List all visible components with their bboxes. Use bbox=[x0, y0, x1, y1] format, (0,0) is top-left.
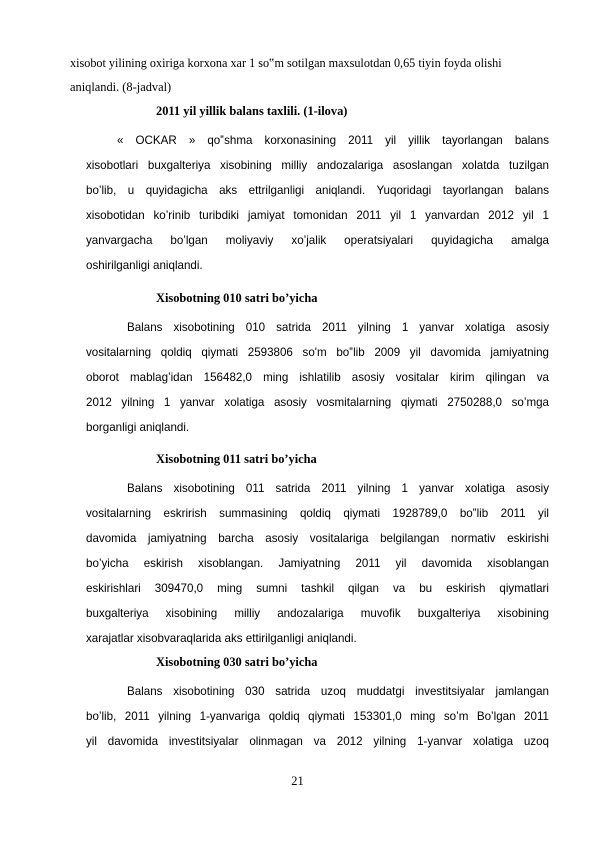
text-line: xisobotidan ko’rinib turibdiki jamiyat tomonidan 2011 yil 1 yanvardan 2012 yil 1 bbox=[86, 209, 549, 222]
text-line: oshirilganligi aniqlandi. bbox=[86, 259, 203, 272]
text-line: bo’yicha eskirish xisoblangan. Jamiyatning 2011 yil davomida xisoblangan bbox=[86, 557, 549, 570]
text-line: oborot mablag’idan 156482,0 ming ishlatilib asosiy vositalar kirim qilingan va bbox=[86, 371, 549, 384]
text-line: xisobot yilining oxiriga korxona xar 1 so‟m sotilgan maxsulotdan 0,65 tiyin foyda olishi bbox=[70, 56, 502, 70]
text-line: xisobotlari buxgalteriya xisobining milliy andozalariga asoslangan xolatda tuzilgan bbox=[86, 159, 549, 172]
text-line: yanvargacha bo’lgan moliyaviy xo’jalik operatsiyalari quyidagicha amalga bbox=[86, 234, 549, 247]
section-heading: 2011 yil yillik balans taxlili. (1-ilova) bbox=[156, 104, 348, 118]
text-line: Balans xisobotining 030 satrida uzoq muddatgi investitsiyalar jamlangan bbox=[127, 685, 549, 698]
text-line: vositalarning eskrirish summasining qoldiq qiymati 1928789,0 bo‟lib 2011 yil bbox=[86, 507, 549, 520]
page-number: 21 bbox=[291, 774, 304, 788]
section-heading: Xisobotning 010 satri bo’yicha bbox=[156, 291, 318, 305]
text-line: xarajatlar xisobvaraqlarida aks ettirilganligi aniqlandi. bbox=[86, 632, 357, 645]
section-heading: Xisobotning 030 satri bo’yicha bbox=[156, 655, 318, 669]
text-line: 2012 yilning 1 yanvar xolatiga asosiy vosmitalarning qiymati 2750288,0 so’mga bbox=[86, 396, 549, 409]
text-line: buxgalteriya xisobining milliy andozalariga muvofik buxgalteriya xisobining bbox=[86, 607, 549, 620]
text-line: Balans xisobotining 011 satrida 2011 yilning 1 yanvar xolatiga asosiy bbox=[127, 482, 549, 495]
text-line: bo’lib, 2011 yilning 1-yanvariga qoldiq qiymati 153301,0 ming so’m Bo’lgan 2011 bbox=[86, 710, 549, 723]
text-line: vositalarning qoldiq qiymati 2593806 so'm bo‟lib 2009 yil davomida jamiyatning bbox=[86, 346, 549, 359]
text-line: borganligi aniqlandi. bbox=[86, 421, 190, 434]
text-line: aniqlandi. (8-jadval) bbox=[70, 80, 172, 94]
text-line: « OCKAR » qo‟shma korxonasining 2011 yil yillik tayorlangan balans bbox=[117, 134, 549, 147]
text-line: davomida jamiyatning barcha asosiy vositalariga belgilangan normativ eskirishi bbox=[86, 532, 549, 545]
text-line: eskirishlari 309470,0 ming sumni tashkil qilgan va bu eskirish qiymatlari bbox=[86, 582, 549, 595]
section-heading: Xisobotning 011 satri bo’yicha bbox=[156, 452, 317, 466]
text-line: bo’lib, u quyidagicha aks ettrilganligi aniqlandi. Yuqoridagi tayorlangan balans bbox=[86, 184, 549, 197]
text-line: yil davomida investitsiyalar olinmagan va 2012 yilning 1-yanvar xolatiga uzoq bbox=[86, 735, 549, 748]
text-line: Balans xisobotining 010 satrida 2011 yilning 1 yanvar xolatiga asosiy bbox=[127, 321, 549, 334]
